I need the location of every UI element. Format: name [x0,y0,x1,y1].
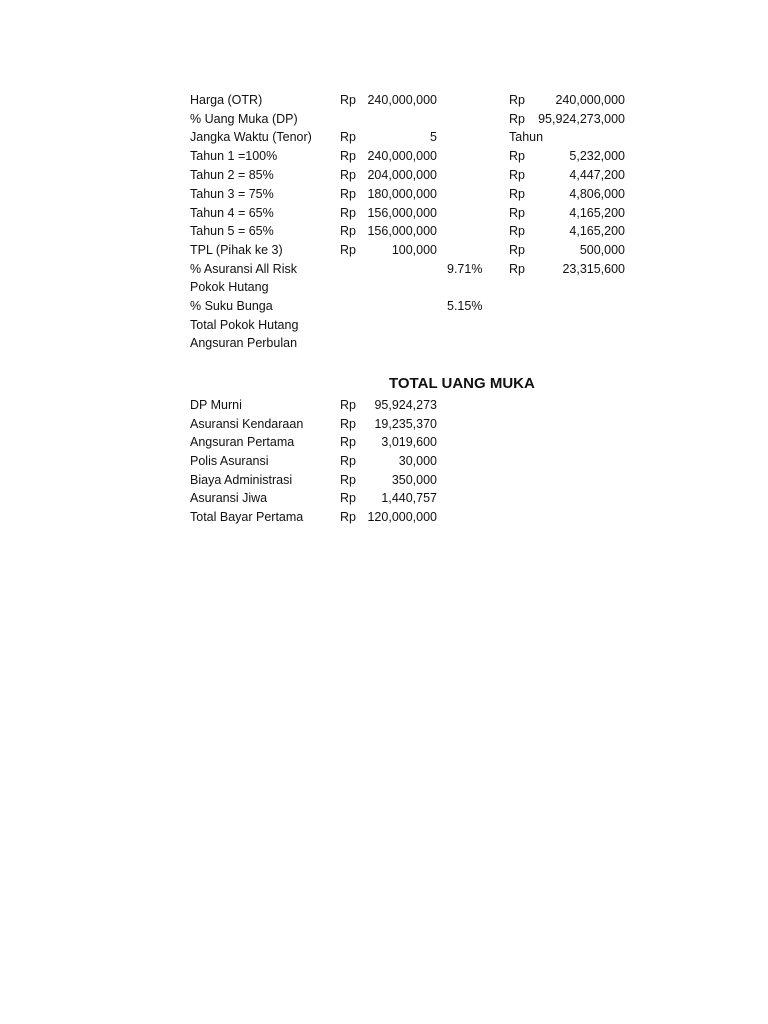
table-row [0,110,768,129]
currency-label: Rp [340,187,356,201]
currency-label: Rp [509,112,525,126]
amount-value: 120,000,000 [367,510,437,524]
table-row [0,278,768,297]
table-row [0,128,768,147]
currency-label: Rp [340,168,356,182]
amount-value: 180,000,000 [367,187,437,201]
row-label: Tahun 2 = 85% [190,168,274,182]
amount-value: 350,000 [391,473,437,487]
table-row [0,415,768,434]
currency-label: Rp [340,224,356,238]
currency-label: Rp [509,149,525,163]
table-row [0,241,768,260]
amount-value: 4,165,200 [569,224,625,238]
currency-label: Rp [340,435,356,449]
currency-label: Rp [340,454,356,468]
row-label: % Uang Muka (DP) [190,112,298,126]
row-label: Biaya Administrasi [190,473,293,487]
amount-value: 95,924,273 [374,398,437,412]
row-label: Angsuran Perbulan [190,336,298,350]
amount-value: 100,000 [391,243,437,257]
amount-value: 240,000,000 [367,149,437,163]
amount-value: 156,000,000 [367,224,437,238]
currency-label: Rp [340,130,356,144]
amount-value: 23,315,600 [562,262,625,276]
row-label: % Asuransi All Risk [190,262,297,276]
amount-value: 240,000,000 [555,93,625,107]
row-label: Jangka Waktu (Tenor) [190,130,312,144]
unit-label: Tahun [509,130,544,144]
row-label: Asuransi Kendaraan [190,417,304,431]
row-label: Harga (OTR) [190,93,263,107]
table-row [0,185,768,204]
amount-value: 156,000,000 [367,206,437,220]
row-label: Tahun 1 =100% [190,149,278,163]
amount-value: 5,232,000 [569,149,625,163]
currency-label: Rp [340,473,356,487]
row-label: Total Pokok Hutang [190,318,299,332]
currency-label: Rp [509,262,525,276]
section-title: TOTAL UANG MUKA [389,375,535,392]
table-row [0,452,768,471]
amount-value: 95,924,273,000 [538,112,625,126]
table-row [0,222,768,241]
table-row [0,508,768,527]
amount-value: 500,000 [579,243,625,257]
currency-label: Rp [509,187,525,201]
row-label: Angsuran Pertama [190,435,295,449]
table-row [0,433,768,452]
currency-label: Rp [340,243,356,257]
row-label: % Suku Bunga [190,299,273,313]
row-label: Tahun 3 = 75% [190,187,274,201]
row-label: DP Murni [190,398,242,412]
table-row [0,204,768,223]
table-row [0,260,768,279]
table-row [0,396,768,415]
table-row [0,489,768,508]
table-row [0,91,768,110]
currency-label: Rp [509,168,525,182]
table-row [0,297,768,316]
amount-value: 204,000,000 [367,168,437,182]
amount-value: 4,806,000 [569,187,625,201]
table-row [0,166,768,185]
row-label: Total Bayar Pertama [190,510,304,524]
currency-label: Rp [340,510,356,524]
amount-value: 1,440,757 [381,491,437,505]
currency-label: Rp [509,93,525,107]
row-label: Pokok Hutang [190,280,269,294]
row-label: Asuransi Jiwa [190,491,268,505]
currency-label: Rp [340,206,356,220]
amount-value: 3,019,600 [381,435,437,449]
amount-value: 5 [430,130,437,144]
percent-value: 5.15% [447,299,483,313]
currency-label: Rp [340,491,356,505]
amount-value: 19,235,370 [374,417,437,431]
currency-label: Rp [340,398,356,412]
amount-value: 4,447,200 [569,168,625,182]
table-row [0,147,768,166]
row-label: Polis Asuransi [190,454,269,468]
currency-label: Rp [340,417,356,431]
table-row [0,334,768,353]
currency-label: Rp [340,149,356,163]
table-row [0,316,768,335]
amount-value: 240,000,000 [367,93,437,107]
currency-label: Rp [509,224,525,238]
percent-value: 9.71% [447,262,483,276]
table-row [0,471,768,490]
row-label: TPL (Pihak ke 3) [190,243,283,257]
amount-value: 4,165,200 [569,206,625,220]
row-label: Tahun 5 = 65% [190,224,274,238]
currency-label: Rp [509,243,525,257]
currency-label: Rp [509,206,525,220]
row-label: Tahun 4 = 65% [190,206,274,220]
amount-value: 30,000 [398,454,437,468]
currency-label: Rp [340,93,356,107]
